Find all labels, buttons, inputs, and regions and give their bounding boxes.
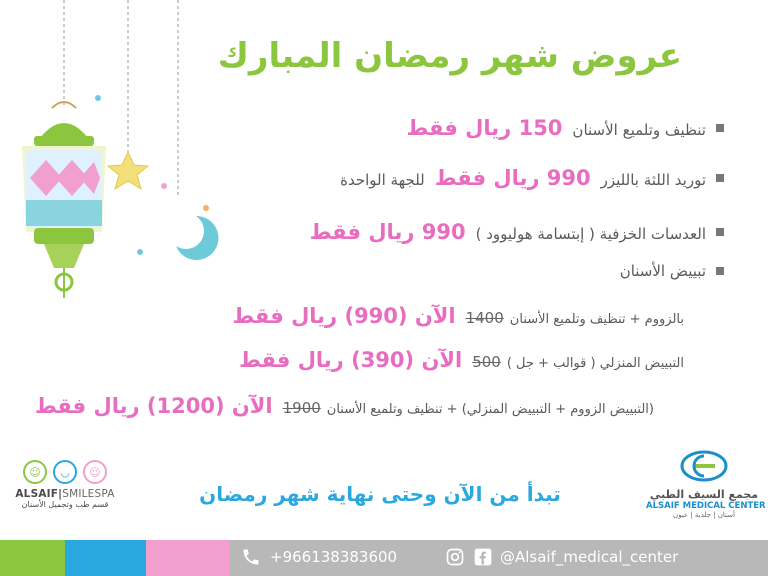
brand-subtitle: قسم طب وتجميل الأسنان	[21, 500, 109, 509]
lantern-icon	[22, 102, 106, 298]
social-handle-text: @Alsaif_medical_center	[500, 548, 679, 566]
crescent-icon	[176, 216, 218, 260]
ramadan-decorations	[0, 0, 240, 320]
offer-item-cleaning	[407, 116, 724, 140]
facebook-icon	[472, 546, 494, 568]
phone-contact[interactable]	[240, 546, 397, 568]
whitening-text: التبييض المنزلي ( قوالب + جل )	[506, 356, 684, 371]
new-price: الآن (390) ريال فقط	[239, 348, 463, 372]
tooth-icon: ☺	[23, 460, 47, 484]
offer-text: تبييض الأسنان	[619, 262, 706, 280]
offer-item-laser	[340, 166, 724, 190]
bullet-icon	[716, 228, 724, 236]
brand-name: ALSAIF	[15, 488, 59, 500]
bullet-icon	[716, 124, 724, 132]
instagram-icon	[444, 546, 466, 568]
new-price: الآن (990) ريال فقط	[232, 304, 456, 328]
footer-contact-segment	[230, 540, 768, 576]
offer-price: 990 ريال فقط	[434, 166, 591, 190]
page-title: عروض شهر رمضان المبارك	[217, 36, 682, 76]
phone-number: +966138383600	[270, 548, 398, 566]
center-subtitle: أسنان | جلدية | عيون	[673, 511, 735, 519]
offer-text: تنظيف وتلميع الأسنان	[572, 121, 706, 139]
medical-center-logo	[646, 448, 766, 519]
star-icon	[108, 152, 148, 189]
bullet-icon	[716, 267, 724, 275]
footer-blue-segment	[65, 540, 146, 576]
whitening-text: بالزووم + تنظيف وتلميع الأسنان	[509, 312, 684, 327]
offer-price: 990 ريال فقط	[309, 220, 466, 244]
medical-center-emblem-icon	[679, 448, 729, 484]
footer-pink-segment	[146, 540, 230, 576]
face-icon: ☺	[83, 460, 107, 484]
smilespa-logo: ☺ ◡ ☺ ALSAIF|SMILESPA قسم طب وتجميل الأسنان	[10, 460, 120, 509]
whitening-text: (التبييض الزووم + التبييض المنزلي) + تنظيف وتلميع الأسنان	[326, 402, 654, 417]
offer-item-veneers	[310, 220, 724, 244]
whitening-item-home	[239, 348, 684, 372]
old-price: 500	[472, 353, 501, 371]
phone-icon	[240, 546, 262, 568]
brand-spa: SMILESPA	[62, 488, 115, 500]
promo-tagline: تبدأ من الآن وحتى نهاية شهر رمضان	[199, 482, 561, 506]
center-name-ar: مجمع السيف الطبي	[649, 488, 759, 501]
offer-item-whitening	[620, 262, 724, 280]
old-price: 1900	[282, 399, 321, 417]
footer-bar	[0, 540, 768, 576]
offer-text: توريد اللثة بالليزر	[600, 171, 706, 189]
whitening-item-combo	[35, 394, 654, 418]
center-name-en: ALSAIF MEDICAL CENTER	[646, 501, 766, 511]
smile-icon: ◡	[53, 460, 77, 484]
new-price: الآن (1200) ريال فقط	[34, 394, 273, 418]
whitening-item-zoom	[232, 304, 684, 328]
bullet-icon	[716, 174, 724, 182]
offer-suffix: للجهة الواحدة	[340, 171, 425, 189]
footer-green-segment	[0, 540, 65, 576]
offer-text: العدسات الخزفية ( إبتسامة هوليوود )	[475, 225, 706, 243]
offer-price: 150 ريال فقط	[406, 116, 563, 140]
social-handle[interactable]	[444, 546, 678, 568]
old-price: 1400	[465, 309, 504, 327]
